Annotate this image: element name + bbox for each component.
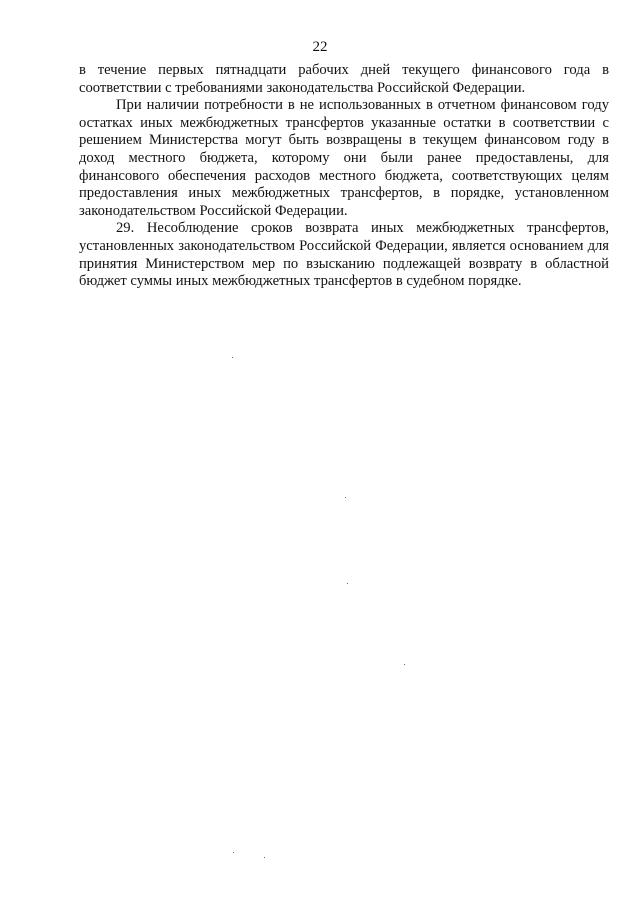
- scan-speck: [233, 852, 234, 853]
- paragraph-continuation: в течение первых пятнадцати рабочих дней текущего финансового года в соответствии с требованиями законодательства Российской Федерации.: [79, 62, 609, 96]
- scan-speck: [345, 497, 346, 498]
- page-number: 22: [312, 39, 328, 55]
- paragraph-unused-balances: При наличии потребности в не использованных в отчетном финансовом году остатках иных межбюджетных трансфертов указанные остатки в соответствии с решением Министерства могут быть возвращены в текущем финансовом году в доход местного бюджета, которому они были ранее предоставлены, для финансового обеспечения расходов местного бюджета, соответствующих целям предоставления иных межбюджетных трансфертов, в порядке, установленном законодательством Российской Федерации.: [79, 97, 609, 219]
- scan-speck: [404, 664, 405, 665]
- scan-speck: [232, 357, 233, 358]
- scan-speck: [264, 857, 265, 858]
- paragraph-item-29: 29. Несоблюдение сроков возврата иных межбюджетных трансфертов, установленных законодательством Российской Федерации, является основанием для принятия Министерством мер по взысканию подлежащей возврату в областной бюджет суммы иных межбюджетных трансфертов в судебном порядке.: [79, 220, 609, 290]
- scan-speck: [347, 583, 348, 584]
- document-body: [79, 62, 609, 291]
